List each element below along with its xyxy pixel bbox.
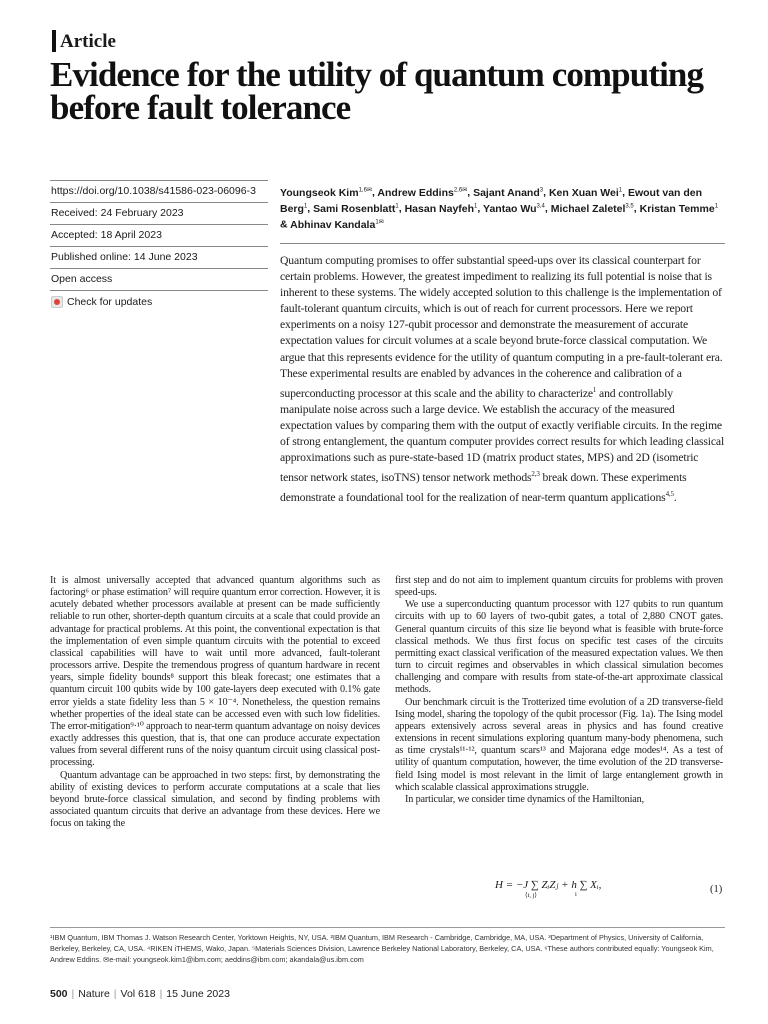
body-column-right [395, 575, 723, 806]
author-list: Youngseok Kim$^{1,6✉}$, Andrew Eddins$^{2,6✉}$, Sajant Anand$^3$, Ken Xuan Wei$^1$, Ewout van den Berg$^1$, Sami Rosenblatt$^1$, Hasan Nayfeh$^1$, Yantao Wu$^{3,4}$, Michael Zaletel$^{3,5}$, Kristan Temme$^1$ & Abhinav Kandala$^{1✉}$ [280, 186, 719, 231]
equation-body: H = −J ∑ ZᵢZⱼ + h ∑ Xᵢ, [495, 879, 602, 891]
doi-link[interactable]: https://doi.org/10.1038/s41586-023-06096-3 [50, 180, 268, 202]
journal-name: Nature [78, 988, 110, 1000]
body-column-left [50, 575, 380, 830]
received-date: Received: 24 February 2023 [50, 202, 268, 224]
author[interactable]: Hasan Nayfeh$^1$ [404, 202, 478, 215]
body-paragraph: We use a superconducting quantum processor with 127 qubits to run quantum circuits with up to 60 layers of two-qubit gates, a total of 2,880 CNOT gates. General quantum circuits of this size lie beyond what is feasible with brute-force classical methods. We thus first focus on specific test cases of the circuits permitting exact classical verification of the measured expectation values. We then turn to circuit regimes and observables in which classical simulation becomes challenging and compare with results from state-of-the-art approximate classical methods. [395, 599, 723, 696]
article-title: Evidence for the utility of quantum computing before fault tolerance [50, 55, 704, 127]
article-metadata [50, 180, 268, 313]
author[interactable]: Kristan Temme$^1$ [639, 202, 719, 215]
author[interactable]: Michael Zaletel$^{3,5}$ [550, 202, 634, 215]
published-date: Published online: 14 June 2023 [50, 246, 268, 268]
author[interactable]: Ewout van den Berg$^1$ [280, 186, 703, 215]
author[interactable]: Ken Xuan Wei$^1$ [548, 186, 623, 199]
author[interactable]: Abhinav Kandala$^{1✉}$ [290, 218, 384, 231]
section-label: Article [60, 31, 116, 52]
affiliations-footnote: ¹IBM Quantum, IBM Thomas J. Watson Research Center, Yorktown Heights, NY, USA. ²IBM Quantum, IBM Research - Cambridge, Cambridge, MA, USA. ³Department of Physics, University of California, Berkeley, Berkeley, CA, USA. ⁴RIKEN iTHEMS, Wako, Japan. ⁵Materials Sciences Division, Lawrence Berkeley National Laboratory, Berkeley, CA, USA. ⁶These authors contributed equally: Youngseok Kim, Andrew Eddins. ✉e-mail: youngseok.kim1@ibm.com; aeddins@ibm.com; akandala@us.ibm.com [50, 927, 725, 965]
check-updates-label: Check for updates [67, 295, 153, 308]
page-footer: 500 | Nature | Vol 618 | 15 June 2023 [50, 988, 230, 1000]
body-paragraph: first step and do not aim to implement quantum circuits for problems with proven speed-ups. [395, 575, 723, 599]
author[interactable]: Youngseok Kim$^{1,6✉}$ [280, 186, 372, 199]
page-number: 500 [50, 988, 68, 1000]
author[interactable]: Yantao Wu$^{3,4}$ [483, 202, 545, 215]
open-access-label: Open access [50, 268, 268, 290]
section-rule [52, 30, 56, 52]
body-paragraph: In particular, we consider time dynamics of the Hamiltonian, [405, 793, 644, 805]
equation-sum-index: ⟨i, j⟩ [525, 892, 537, 899]
issue-date: 15 June 2023 [166, 988, 230, 1000]
abstract: Quantum computing promises to offer substantial speed-ups over its classical counterpart for certain problems. However, the greatest impediment to realizing its full potential is noise that is inherent to these systems. The widely accepted solution to this challenge is the implementation of fault-tolerant quantum circuits, which is out of reach for current processors. Here we report experiments on a noisy 127-qubit processor and demonstrate the measurement of accurate expectation values for circuit volumes at a scale beyond brute-force classical computation. We argue that this represents evidence for the utility of quantum computing in a pre-fault-tolerant era. These experimental results are enabled by advances in the coherence and calibration of a superconducting processor at this scale and the ability to characterize$^1$ and controllably manipulate noise across such a large device. We establish the accuracy of the measured expectation values by comparing them with the output of exactly verifiable circuits. In the regime of strong entanglement, the quantum computer provides correct results for which leading classical approximations such as pure-state-based 1D (matrix product states, MPS) and 2D (isometric tensor network states, isoTNS) tensor network methods$^{2,3}$ break down. These experiments demonstrate a foundational tool for the realization of near-term quantum applications$^{4,5}$. [280, 243, 725, 506]
check-updates-icon [51, 296, 63, 308]
check-for-updates-button[interactable] [50, 290, 268, 313]
accepted-date: Accepted: 18 April 2023 [50, 224, 268, 246]
hamiltonian-equation [495, 878, 601, 901]
equation-sum-index: i [575, 891, 577, 898]
body-paragraph: It is almost universally accepted that advanced quantum algorithms such as factoring⁶ or phase estimation⁷ will require quantum error correction. However, it is acutely debated whether processors available at present can be made sufficiently reliable to run other, shorter-depth quantum circuits at a scale that could provide an advantage for practical problems. At this point, the conventional expectation is that the implementation of even simple quantum circuits with the potential to exceed classical capabilities will have to wait until more advanced, fault-tolerant processors arrive. Despite the tremendous progress of quantum hardware in recent years, simple fidelity bounds⁸ support this bleak forecast; one estimates that a quantum circuit 100 qubits wide by 100 gate-layers deep executed with 0.1% gate error yields a state fidelity less than 5 × 10⁻⁴. Nonetheless, the question remains whether properties of the ideal state can be accessed even with such low fidelities. The error-mitigation⁹·¹⁰ approach to near-term quantum advantage on noisy devices exactly addresses this question, that is, that one can produce accurate expectation values from several different runs of the noisy quantum circuit using classical post-processing. [50, 575, 380, 769]
volume: Vol 618 [120, 988, 156, 1000]
author[interactable]: Sami Rosenblatt$^1$ [313, 202, 399, 215]
body-paragraph: Quantum advantage can be approached in two steps: first, by demonstrating the ability of existing devices to perform accurate computations at a scale that lies beyond brute-force classical simulation, and second by finding problems with associated quantum circuits that derive an advantage from these devices. Here we focus on taking the [50, 769, 380, 830]
author[interactable]: Sajant Anand$^3$ [473, 186, 544, 199]
body-paragraph: Our benchmark circuit is the Trotterized time evolution of a 2D transverse-field Ising model, sharing the topology of the qubit processor (Fig. 1a). The Ising model appears extensively across several areas in physics and has found creative extensions in recent simulations exploring quantum many-body phenomena, such as time crystals¹¹·¹², quantum scars¹³ and Majorana edge modes¹⁴. As a test of utility of quantum computation, however, the time evolution of the 2D transverse-field Ising model is most relevant in the limit of large entanglement growth in which scalable classical approximations struggle. [395, 696, 723, 793]
equation-number: (1) [710, 884, 723, 895]
author[interactable]: Andrew Eddins$^{2,6✉}$ [377, 186, 468, 199]
